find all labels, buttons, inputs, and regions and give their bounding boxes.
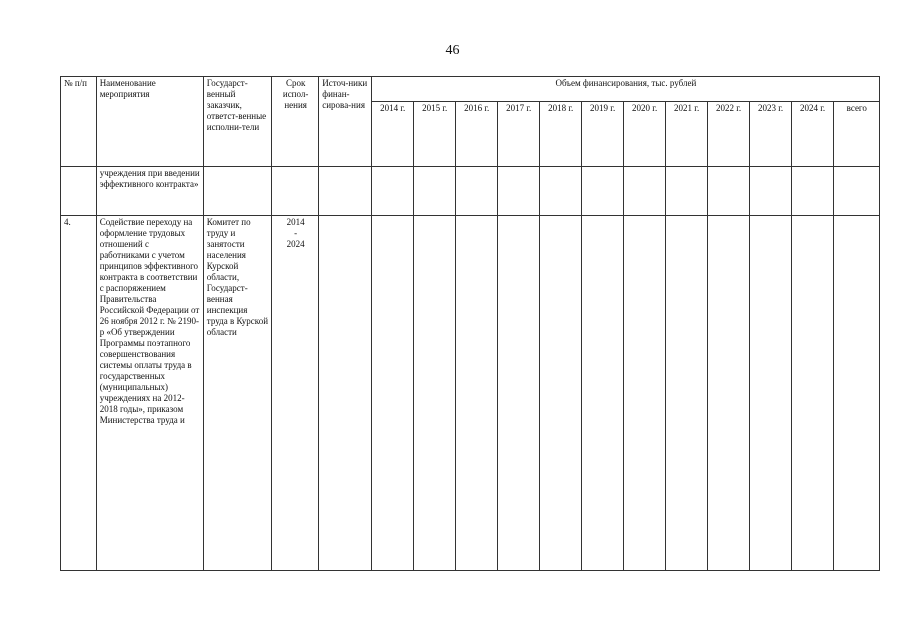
header-name: Наименование мероприятия [96, 77, 203, 167]
empty-cell [791, 216, 833, 571]
year-header: 2016 г. [455, 102, 497, 167]
empty-cell [581, 216, 623, 571]
empty-cell [371, 167, 413, 216]
empty-cell [455, 216, 497, 571]
row-num [61, 167, 97, 216]
empty-cell [665, 167, 707, 216]
term-end: 2024 [286, 239, 305, 249]
row-term [272, 167, 319, 216]
row-name: Содействие переходу на оформление трудовых отношений с работниками с учетом принципов эффективного контракта в соответствии с распоряжением Правительства Российской Федерации от 26 ноября 2012 г. № 2190-р «Об утверждении Программы поэтапного совершенствования системы оплаты труда в государственных (муниципальных) учреждениях на 2012-2018 годы», приказом Министерства труда и [96, 216, 203, 571]
header-row-1 [61, 77, 880, 102]
empty-cell [413, 216, 455, 571]
term-separator: - [294, 228, 298, 238]
year-header: 2020 г. [623, 102, 665, 167]
row-customer [203, 167, 271, 216]
empty-cell [623, 167, 665, 216]
empty-cell [833, 167, 879, 216]
year-header: 2019 г. [581, 102, 623, 167]
year-header: 2015 г. [413, 102, 455, 167]
empty-cell [497, 216, 539, 571]
empty-cell [833, 216, 879, 571]
empty-cell [749, 216, 791, 571]
header-customer: Государст-венный заказчик, ответст-венные исполни-тели [203, 77, 271, 167]
year-header: 2018 г. [539, 102, 581, 167]
row-name: учреждения при введении эффективного контракта» [96, 167, 203, 216]
empty-cell [665, 216, 707, 571]
year-header: 2022 г. [707, 102, 749, 167]
empty-cell [707, 167, 749, 216]
empty-cell [539, 216, 581, 571]
row-sources [319, 216, 371, 571]
header-funding: Объем финансирования, тыс. рублей [371, 77, 879, 102]
year-header: 2017 г. [497, 102, 539, 167]
table-row [61, 167, 880, 216]
row-term [272, 216, 319, 571]
year-header: 2021 г. [665, 102, 707, 167]
header-num: № п/п [61, 77, 97, 167]
empty-cell [539, 167, 581, 216]
header-term: Срок испол-нения [272, 77, 319, 167]
table-row [61, 216, 880, 571]
year-header: 2014 г. [371, 102, 413, 167]
empty-cell [413, 167, 455, 216]
page-number: 46 [445, 43, 460, 58]
empty-cell [497, 167, 539, 216]
empty-cell [791, 167, 833, 216]
row-customer: Комитет по труду и занятости населения Курской области, Государст-венная инспекция труда в Курской области [203, 216, 271, 571]
row-sources [319, 167, 371, 216]
term-start: 2014 [286, 217, 305, 227]
funding-table [60, 76, 880, 571]
empty-cell [371, 216, 413, 571]
empty-cell [623, 216, 665, 571]
total-header: всего [833, 102, 879, 167]
empty-cell [455, 167, 497, 216]
row-num: 4. [61, 216, 97, 571]
header-sources: Источ-ники финан-сирова-ния [319, 77, 371, 167]
empty-cell [749, 167, 791, 216]
year-header: 2024 г. [791, 102, 833, 167]
empty-cell [581, 167, 623, 216]
year-header: 2023 г. [749, 102, 791, 167]
empty-cell [707, 216, 749, 571]
